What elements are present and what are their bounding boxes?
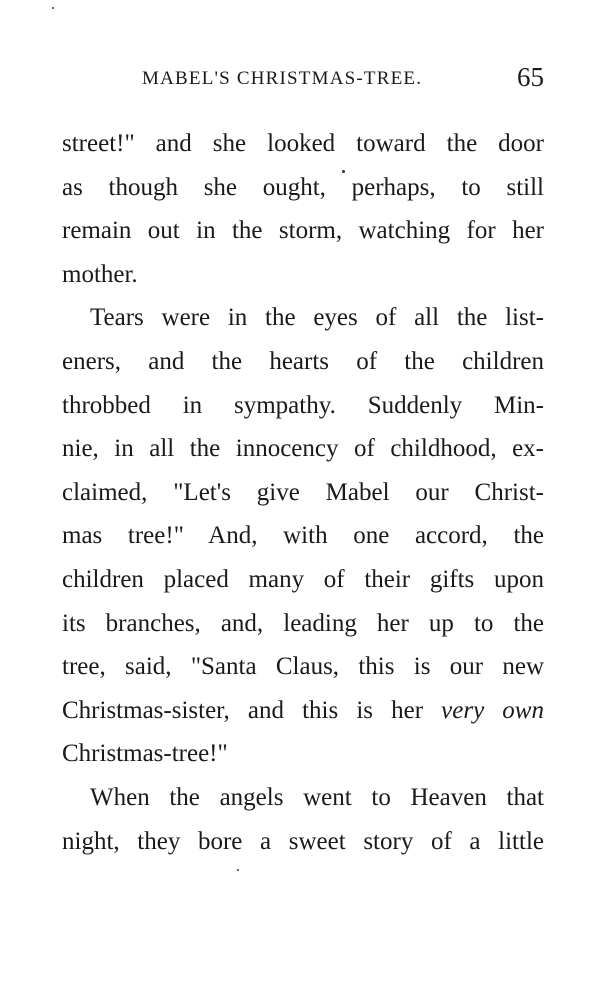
text-line: eners, and the hearts of the children	[62, 347, 544, 375]
text-line: throbbed in sympathy. Suddenly Min-	[62, 391, 544, 419]
text-line: as though she ought, perhaps, to still	[62, 173, 544, 201]
text-line: Christmas-tree!"	[62, 740, 228, 768]
page-number: 65	[517, 62, 544, 92]
text-line: night, they bore a sweet story of a little	[62, 827, 544, 855]
text-line: tree, said, "Santa Claus, this is our new	[62, 653, 544, 681]
text-line: its branches, and, leading her up to the	[62, 609, 544, 637]
print-speck	[52, 7, 54, 9]
italic-emphasis: very own	[441, 696, 544, 724]
text-line: nie, in all the innocency of childhood, ex-	[62, 435, 544, 463]
text-line: Tears were in the eyes of all the list-	[90, 304, 544, 332]
text-line: street!" and she looked toward the door	[62, 130, 544, 157]
text-segment: Christmas-sister, and this is her	[62, 696, 424, 724]
text-line: remain out in the storm, watching for her	[62, 217, 544, 245]
text-line: When the angels went to Heaven that	[90, 783, 544, 811]
text-line: children placed many of their gifts upon	[62, 565, 544, 593]
running-header	[62, 62, 544, 98]
text-line: claimed, "Let's give Mabel our Christ-	[62, 478, 544, 506]
body-text	[62, 122, 544, 863]
text-line-with-emphasis	[62, 689, 544, 733]
print-speck	[237, 869, 239, 871]
running-title: MABEL'S CHRISTMAS-TREE.	[142, 68, 423, 89]
print-speck	[342, 170, 345, 173]
text-line: mas tree!" And, with one accord, the	[62, 522, 544, 550]
text-line: mother.	[62, 260, 138, 288]
